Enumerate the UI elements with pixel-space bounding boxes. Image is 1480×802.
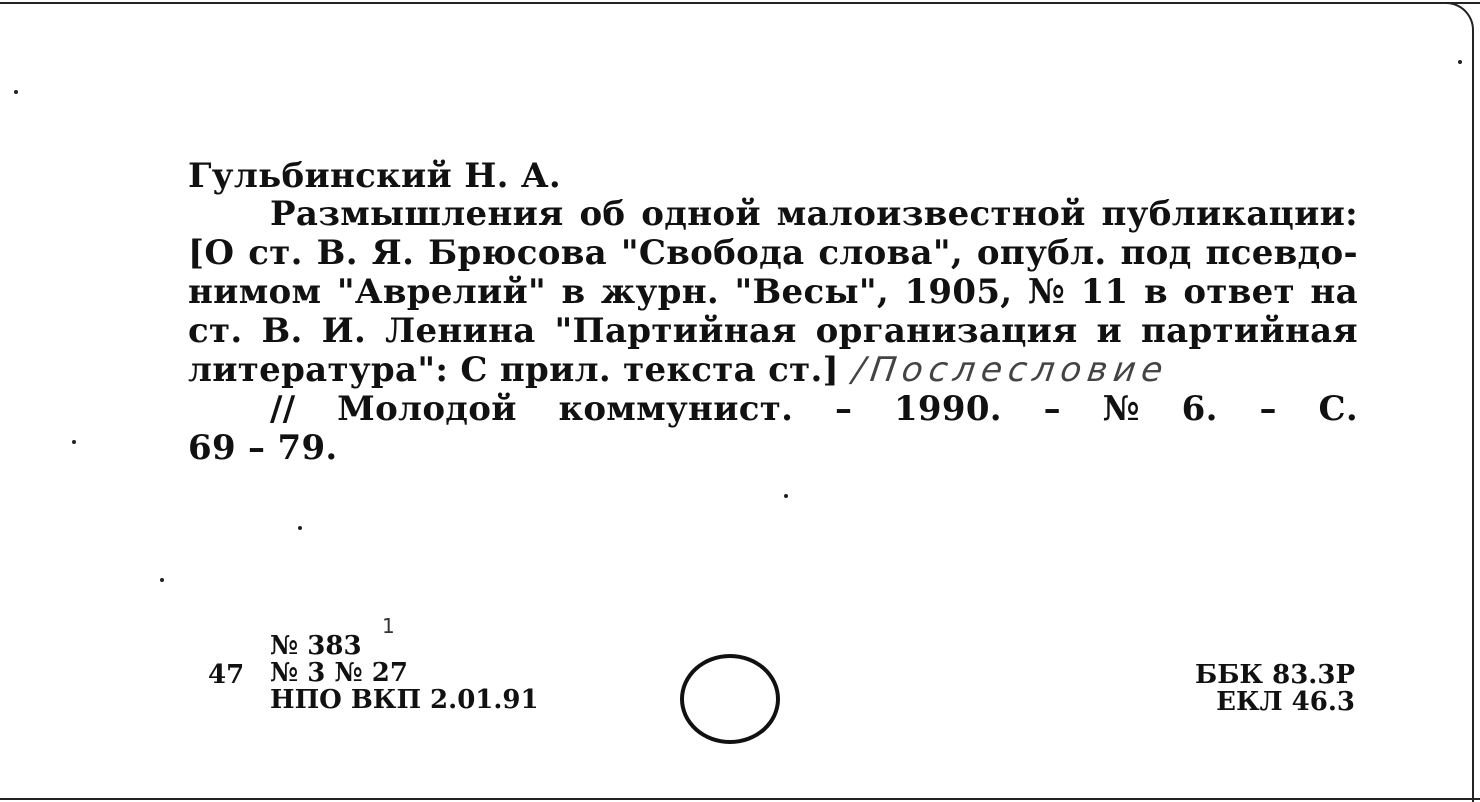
word: на xyxy=(1310,272,1358,312)
scan-speck xyxy=(14,90,18,94)
card-bottom-edge xyxy=(0,798,1480,800)
word: Размышления xyxy=(270,194,564,234)
card-title-line xyxy=(188,234,1358,273)
word: в xyxy=(561,272,586,312)
word: нимом xyxy=(188,272,322,312)
circle-stamp-icon xyxy=(680,654,780,744)
card-author: Гульбинский Н. А. xyxy=(188,156,562,196)
card-rounded-corner xyxy=(1442,2,1474,34)
card-number-line: № 383 xyxy=(270,631,362,661)
card-number-block xyxy=(270,633,539,714)
word: – xyxy=(1043,389,1061,429)
word: // xyxy=(270,389,296,429)
scan-speck xyxy=(298,526,302,530)
word: "Партийная xyxy=(554,311,797,351)
word: одной xyxy=(641,194,761,234)
word: № xyxy=(1027,272,1066,312)
ekl-code: ЕКЛ 46.3 xyxy=(1216,687,1355,717)
word: "Весы", xyxy=(734,272,889,312)
scan-speck xyxy=(784,494,788,498)
word: псевдо- xyxy=(1205,233,1358,273)
word: Брюсова xyxy=(428,233,607,273)
word: публикации: xyxy=(1101,194,1358,234)
scan-speck xyxy=(160,578,164,582)
word: опубл. xyxy=(976,233,1107,273)
word: ст. xyxy=(248,233,303,273)
bbk-code: ББК 83.3Р xyxy=(1194,660,1355,690)
card-title-last-line xyxy=(188,350,1172,390)
word: под xyxy=(1120,233,1192,273)
word: 1905, xyxy=(904,272,1013,312)
handwritten-note: /Послесловие xyxy=(850,350,1172,390)
word: и xyxy=(1096,311,1123,351)
handwritten-tick: 1 xyxy=(382,614,395,638)
word: слова", xyxy=(818,233,963,273)
word: в xyxy=(1143,272,1168,312)
word: 6. xyxy=(1181,389,1218,429)
card-source-pages: 69 – 79. xyxy=(188,428,338,468)
word: журн. xyxy=(600,272,720,312)
classification-block xyxy=(1195,662,1355,716)
word: И. xyxy=(321,311,367,351)
word: об xyxy=(579,194,626,234)
word: В. xyxy=(261,311,303,351)
card-source-line xyxy=(270,390,1358,429)
word: С. xyxy=(1318,389,1358,429)
card-title-line xyxy=(188,273,1358,312)
word: "Свобода xyxy=(620,233,805,273)
word: партийная xyxy=(1140,311,1358,351)
word: коммунист. xyxy=(558,389,794,429)
word: 1990. xyxy=(893,389,1002,429)
word: В. xyxy=(316,233,358,273)
word: Молодой xyxy=(337,389,517,429)
word: [О xyxy=(188,233,235,273)
word: № xyxy=(1102,389,1140,429)
card-number-line: НПО ВКП 2.01.91 xyxy=(270,685,539,715)
page-number: 47 xyxy=(208,660,245,690)
word: организация xyxy=(815,311,1078,351)
title-end-text: литература": С прил. текста ст.] xyxy=(188,350,840,390)
word: Ленина xyxy=(385,311,536,351)
word: – xyxy=(834,389,853,429)
scan-speck xyxy=(72,440,76,444)
word: ответ xyxy=(1183,272,1295,312)
word: "Аврелий" xyxy=(336,272,547,312)
card-number-line: № 3 № 27 xyxy=(270,658,408,688)
word: Я. xyxy=(371,233,415,273)
card-title-line xyxy=(270,195,1358,234)
card-title-line xyxy=(188,312,1358,351)
scan-speck xyxy=(1458,60,1462,64)
card-top-edge xyxy=(0,2,1480,4)
word: – xyxy=(1259,389,1277,429)
word: 11 xyxy=(1080,272,1129,312)
word: малоизвестной xyxy=(776,194,1086,234)
card-right-edge xyxy=(1472,30,1474,802)
word: ст. xyxy=(188,311,243,351)
